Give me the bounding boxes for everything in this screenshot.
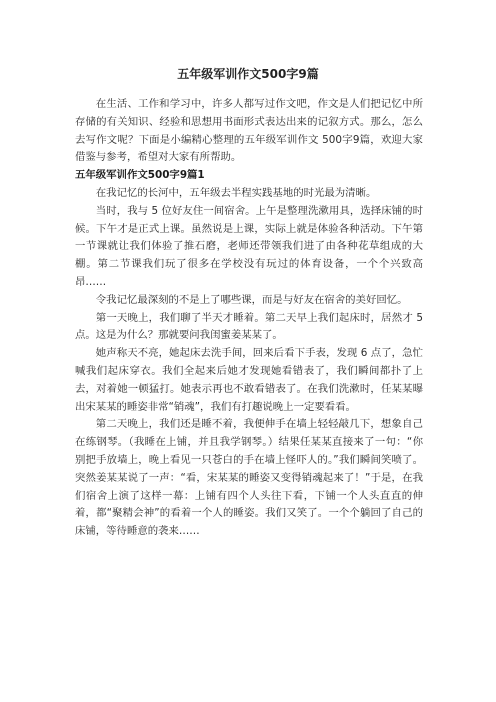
document-title: 五年级军训作文500字9篇 bbox=[177, 67, 319, 81]
section-heading: 五年级军训作文500字9篇1 bbox=[75, 169, 205, 182]
intro-paragraph: 在生活、工作和学习中，许多人都写过作文吧，作文是人们把记忆中所存储的有关知识、经验和思想用书面形式表达出来的记叙方式。那么，怎么去写作文呢？下面是小编精心整理的五年级军训作文 500字9篇，欢迎大家借鉴与参考，希望对大家有所帮助。 bbox=[75, 98, 423, 164]
body-paragraph: 令我记忆最深刻的不是上了哪些课，而是与好友在宿舍的美好回忆。 bbox=[95, 293, 408, 306]
body-paragraph: 她声称天不亮，她起床去洗手间，回来后看下手表，发现 6 点了，急忙喊我们起床穿衣。我们全起来后她才发现她看错表了，我们瞬间都扑了上去，对着她一顿猛打。她表示再也不敢看错表了。在我们洗漱时，任某某曝出宋某某的睡姿非常“销魂”，我们有打趣说晚上一定要看看。 bbox=[75, 347, 423, 413]
body-paragraph: 在我记忆的长河中，五年级去半程实践基地的时光最为清晰。 bbox=[95, 186, 377, 199]
body-paragraph: 第一天晚上，我们聊了半天才睡着。第二天早上我们起床时，居然才 5 点。这是为什么？那就要问我闺蜜姜某某了。 bbox=[75, 311, 423, 342]
body-paragraph: 第二天晚上，我们还是睡不着，我便伸手在墙上轻轻敲几下，想象自己在练钢琴。（我睡在上铺，并且我学钢琴。）结果任某某直接来了一句：“你别把手放墙上，晚上看见一只苍白的手在墙上怪吓人的。”我们瞬间笑喷了。突然姜某某说了一声：“看，宋某某的睡姿又变得销魂起来了！”于是，在我们宿舍上演了这样一幕：上铺有四个人头往下看，下铺一个人头直直的伸着，都“聚精会神”的看着一个人的睡姿。我们又笑了。一个个躺回了自己的床铺，等待睡意的袭来…… bbox=[75, 418, 423, 538]
document-body bbox=[75, 96, 423, 541]
body-paragraph: 当时，我与 5 位好友住一间宿舍。上午是整理洗漱用具，选择床铺的时候。下午才是正式上课。虽然说是上课，实际上就是体验各种活动。下午第一节课就让我们体验了推石磨，老师还带领我们进了由各种花草组成的大棚。第二节课我们玩了很多在学校没有玩过的体育设备，一个个兴致高昂…… bbox=[75, 204, 423, 288]
